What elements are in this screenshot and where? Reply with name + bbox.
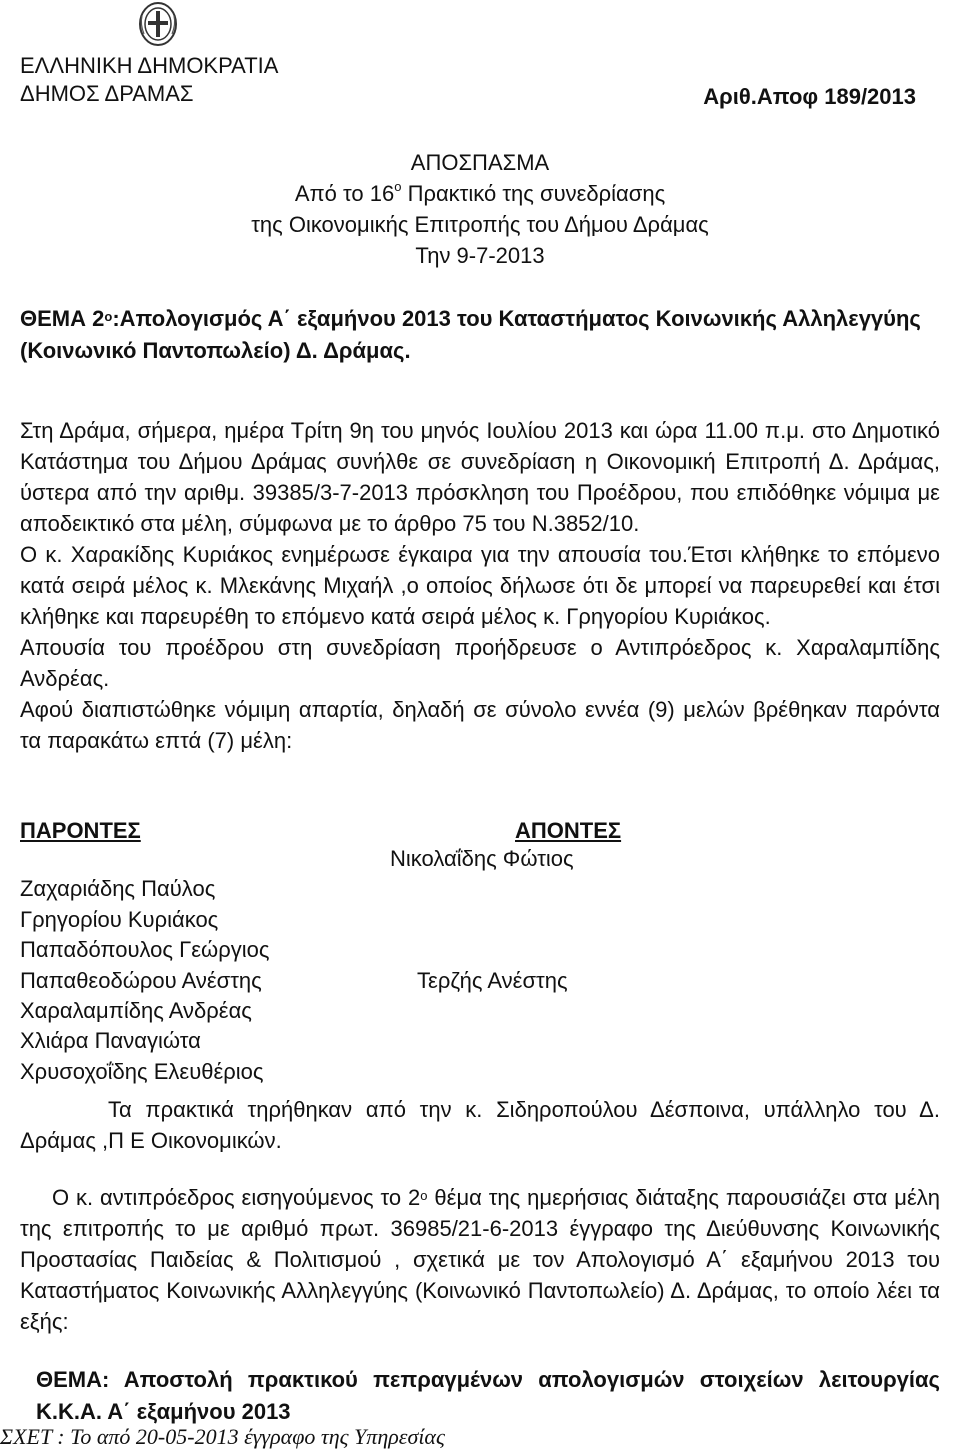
minutes-line-post: Πρακτικό της συνεδρίασης bbox=[401, 181, 666, 206]
subject-pre: ΘΕΜΑ 2 bbox=[20, 306, 105, 331]
subject-sup: ο bbox=[104, 309, 113, 324]
committee-line: της Οικονομικής Επιτροπής του Δήμου Δράμας bbox=[251, 212, 709, 237]
meeting-date: Την 9-7-2013 bbox=[415, 243, 545, 268]
paragraph-meeting: Στη Δράμα, σήμερα, ημέρα Τρίτη 9η του μηνός Ιουλίου 2013 και ώρα 11.00 π.μ. στο Δημοτικό Κατάστημα του Δήμου Δράμας συνήλθε σε συνεδρίαση η Οικονομική Επιτροπή Δ. Δράμας, ύστερα από την αριθμ. 39385/3-7-2013 πρόσκληση του Προέδρου, που επιδόθηκε νόμιμα με αποδεικτικό στα μέλη, σύμφωνα με το άρθρο 75 του Ν.3852/10. bbox=[20, 418, 940, 536]
present-member: Ζαχαριάδης Παύλος bbox=[20, 876, 216, 901]
intro-pre: Ο κ. αντιπρόεδρος εισηγούμενος το 2 bbox=[52, 1185, 421, 1210]
present-heading: ΠΑΡΟΝΤΕΣ bbox=[20, 818, 141, 843]
municipality-label: ΔΗΜΟΣ ΔΡΑΜΑΣ bbox=[20, 81, 194, 106]
absent-member: Νικολαΐδης Φώτιος bbox=[390, 846, 574, 871]
footer-theme: ΘΕΜΑ: Αποστολή πρακτικού πεπραγμένων απολογισμών στοιχείων λειτουργίας Κ.Κ.Α. Α΄ εξαμήνου 2013 bbox=[36, 1367, 940, 1424]
minutes-line-sup: ο bbox=[394, 179, 402, 194]
footer-reference: ΣΧΕΤ : Το από 20-05-2013 έγγραφο της Υπηρεσίας bbox=[0, 1424, 445, 1449]
paragraph-chair: Απουσία του προέδρου στη συνεδρίαση προήδρευσε ο Αντιπρόεδρος κ. Χαραλαμπίδης Ανδρέας. bbox=[20, 635, 940, 691]
present-member: Χλιάρα Παναγιώτα bbox=[20, 1028, 201, 1053]
present-member: Γρηγορίου Κυριάκος bbox=[20, 907, 219, 932]
paragraph-substitution: Ο κ. Χαρακίδης Κυριάκος ενημέρωσε έγκαιρα για την απουσία του.Έτσι κλήθηκε το επόμενο κατά σειρά μέλος κ. Μλεκάνης Μιχαήλ ,ο οποίος δήλωσε ότι δε μπορεί να παρευρεθεί και έτσι κλήθηκε και παρευρέθη το επόμενο κατά σειρά μέλος κ. Γρηγορίου Κυριάκος. bbox=[20, 542, 940, 629]
republic-label: ΕΛΛΗΝΙΚΗ ΔΗΜΟΚΡΑΤΙΑ bbox=[20, 53, 279, 78]
absent-heading: ΑΠΟΝΤΕΣ bbox=[515, 818, 622, 843]
introduction bbox=[20, 1182, 940, 1337]
greek-coat-of-arms-icon bbox=[138, 2, 178, 46]
present-member: Παπαθεοδώρου Ανέστης bbox=[20, 968, 262, 993]
minutes-keeper: Τα πρακτικά τηρήθηκαν από την κ. Σιδηροπούλου Δέσποινα, υπάλληλο του Δ. Δράμας ,Π Ε Οικονομικών. bbox=[20, 1097, 940, 1153]
intro-sup: ο bbox=[420, 1188, 428, 1203]
decision-number: Αριθ.Αποφ 189/2013 bbox=[703, 84, 916, 109]
subject-text: :Απολογισμός Α΄ εξαμήνου 2013 του Καταστήματος Κοινωνικής Αλληλεγγύης (Κοινωνικό Παντοπωλείο) Δ. Δράμας. bbox=[20, 306, 921, 363]
present-member: Παπαδόπουλος Γεώργιος bbox=[20, 937, 270, 962]
absent-member: Τερζής Ανέστης bbox=[417, 968, 568, 993]
subject bbox=[20, 303, 940, 367]
minutes-line-pre: Από το 16 bbox=[294, 181, 395, 206]
minutes-line bbox=[0, 181, 960, 207]
intro-post: θέμα της ημερήσιας διάταξης παρουσιάζει στα μέλη της επιτροπής το με αριθμό πρωτ. 36985/21-6-2013 έγγραφο της Διεύθυνσης Κοινωνικής Προστασίας Παιδείας & Πολιτισμού , σχετικά με τον Απολογισμό Α΄ εξαμήνου 2013 του Καταστήματος Κοινωνικής Αλληλεγγύης (Κοινωνικό Παντοπωλείο) Δ. Δράμας, το οποίο λέει τα εξής: bbox=[20, 1185, 940, 1334]
body-text bbox=[20, 415, 940, 756]
paragraph-quorum: Αφού διαπιστώθηκε νόμιμη απαρτία, δηλαδή σε σύνολο εννέα (9) μελών βρέθηκαν παρόντα τα παρακάτω επτά (7) μέλη: bbox=[20, 697, 940, 753]
present-member: Χαραλαμπίδης Ανδρέας bbox=[20, 998, 252, 1023]
present-member: Χρυσοχοΐδης Ελευθέριος bbox=[20, 1059, 264, 1084]
excerpt-title: ΑΠΟΣΠΑΣΜΑ bbox=[410, 150, 550, 175]
